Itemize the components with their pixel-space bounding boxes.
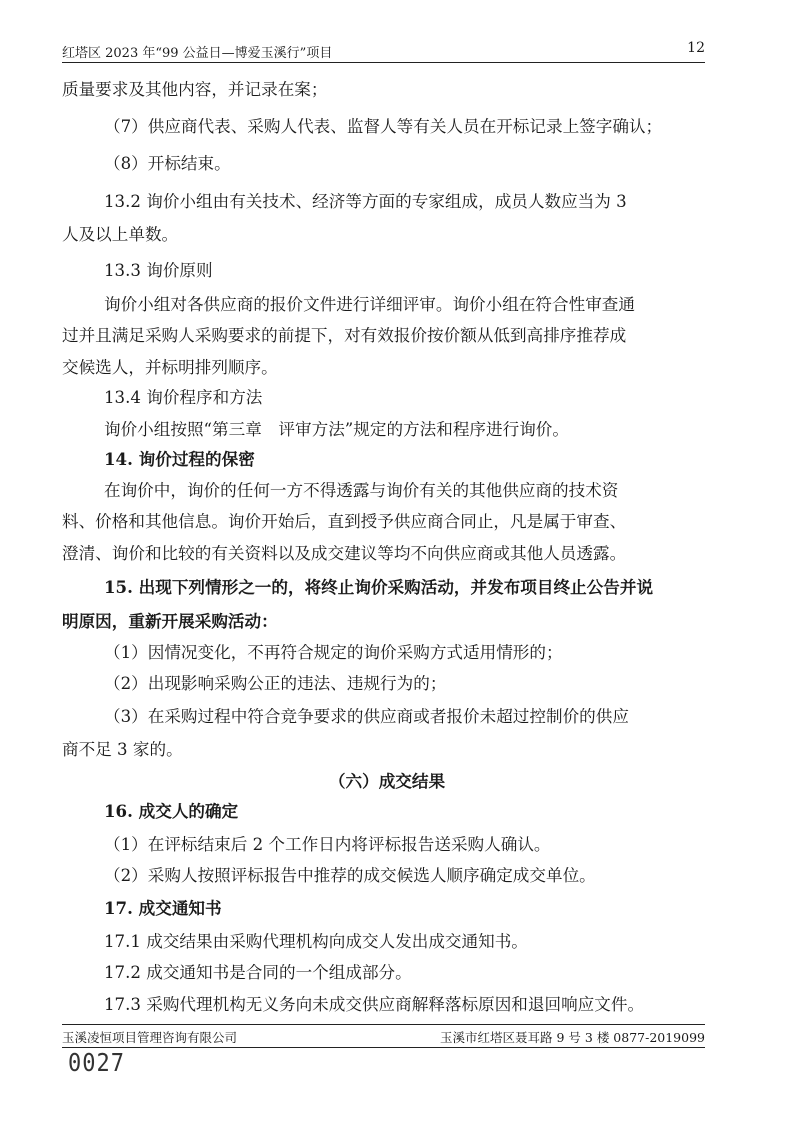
paragraph-line: 商不足 3 家的。 (62, 740, 183, 759)
section-16-heading: 16. 成交人的确定 (104, 801, 239, 821)
list-item-1: （1）在评标结束后 2 个工作日内将评标报告送采购人确认。 (104, 835, 551, 854)
paragraph-line: 过并且满足采购人采购要求的前提下，对有效报价按价额从低到高排序推荐成 (62, 326, 627, 345)
paragraph-line: 人及以上单数。 (62, 225, 179, 244)
paragraph-line: 质量要求及其他内容，并记录在案； (62, 80, 328, 99)
section-15-heading-cont: 明原因，重新开展采购活动： (62, 611, 278, 631)
clause-17-1: 17.1 成交结果由采购代理机构向成交人发出成交通知书。 (104, 932, 528, 951)
paragraph-line: 料、价格和其他信息。询价开始后，直到授予供应商合同止，凡是属于审查、 (62, 512, 627, 531)
chapter-heading: （六）成交结果 (328, 771, 446, 791)
header-title: 红塔区 2023 年“99 公益日—博爱玉溪行”项目 (62, 46, 333, 61)
list-item-2: （2）采购人按照评标报告中推荐的成交候选人顺序确定成交单位。 (104, 866, 596, 885)
page-stamp-number: 0027 (68, 1049, 125, 1078)
clause-13-4-heading: 13.4 询价程序和方法 (104, 388, 263, 407)
clause-17-2: 17.2 成交通知书是合同的一个组成部分。 (104, 963, 412, 982)
list-item-2: （2）出现影响采购公正的违法、违规行为的； (104, 674, 447, 693)
page-header (62, 36, 705, 63)
list-item-1: （1）因情况变化，不再符合规定的询价采购方式适用情形的； (104, 643, 563, 662)
paragraph-line: 交候选人，并标明排列顺序。 (62, 358, 278, 377)
section-15-heading: 15. 出现下列情形之一的，将终止询价采购活动，并发布项目终止公告并说 (104, 577, 654, 597)
section-14-heading: 14. 询价过程的保密 (104, 449, 255, 469)
list-item-3: （3）在采购过程中符合竞争要求的供应商或者报价未超过控制价的供应 (104, 707, 629, 726)
clause-13-3-heading: 13.3 询价原则 (104, 261, 213, 280)
paragraph-line: 在询价中，询价的任何一方不得透露与询价有关的其他供应商的技术资 (104, 481, 619, 500)
paragraph-line: 询价小组按照“第三章 评审方法”规定的方法和程序进行询价。 (104, 420, 569, 439)
list-item-8: （8）开标结束。 (104, 154, 231, 173)
page-number: 12 (687, 40, 705, 56)
list-item-7: （7）供应商代表、采购人代表、监督人等有关人员在开标记录上签字确认； (104, 117, 663, 136)
paragraph-line: 澄清、询价和比较的有关资料以及成交建议等均不向供应商或其他人员透露。 (62, 544, 627, 563)
clause-13-2: 13.2 询价小组由有关技术、经济等方面的专家组成，成员人数应当为 3 (104, 192, 627, 211)
footer-address: 玉溪市红塔区聂耳路 9 号 3 楼 0877-2019099 (440, 1030, 705, 1045)
clause-17-3: 17.3 采购代理机构无义务向未成交供应商解释落标原因和退回响应文件。 (104, 995, 645, 1014)
paragraph-line: 询价小组对各供应商的报价文件进行详细评审。询价小组在符合性审查通 (104, 295, 635, 314)
footer-company: 玉溪凌恒项目管理咨询有限公司 (62, 1030, 238, 1045)
page-footer (62, 1024, 705, 1048)
section-17-heading: 17. 成交通知书 (104, 898, 222, 918)
